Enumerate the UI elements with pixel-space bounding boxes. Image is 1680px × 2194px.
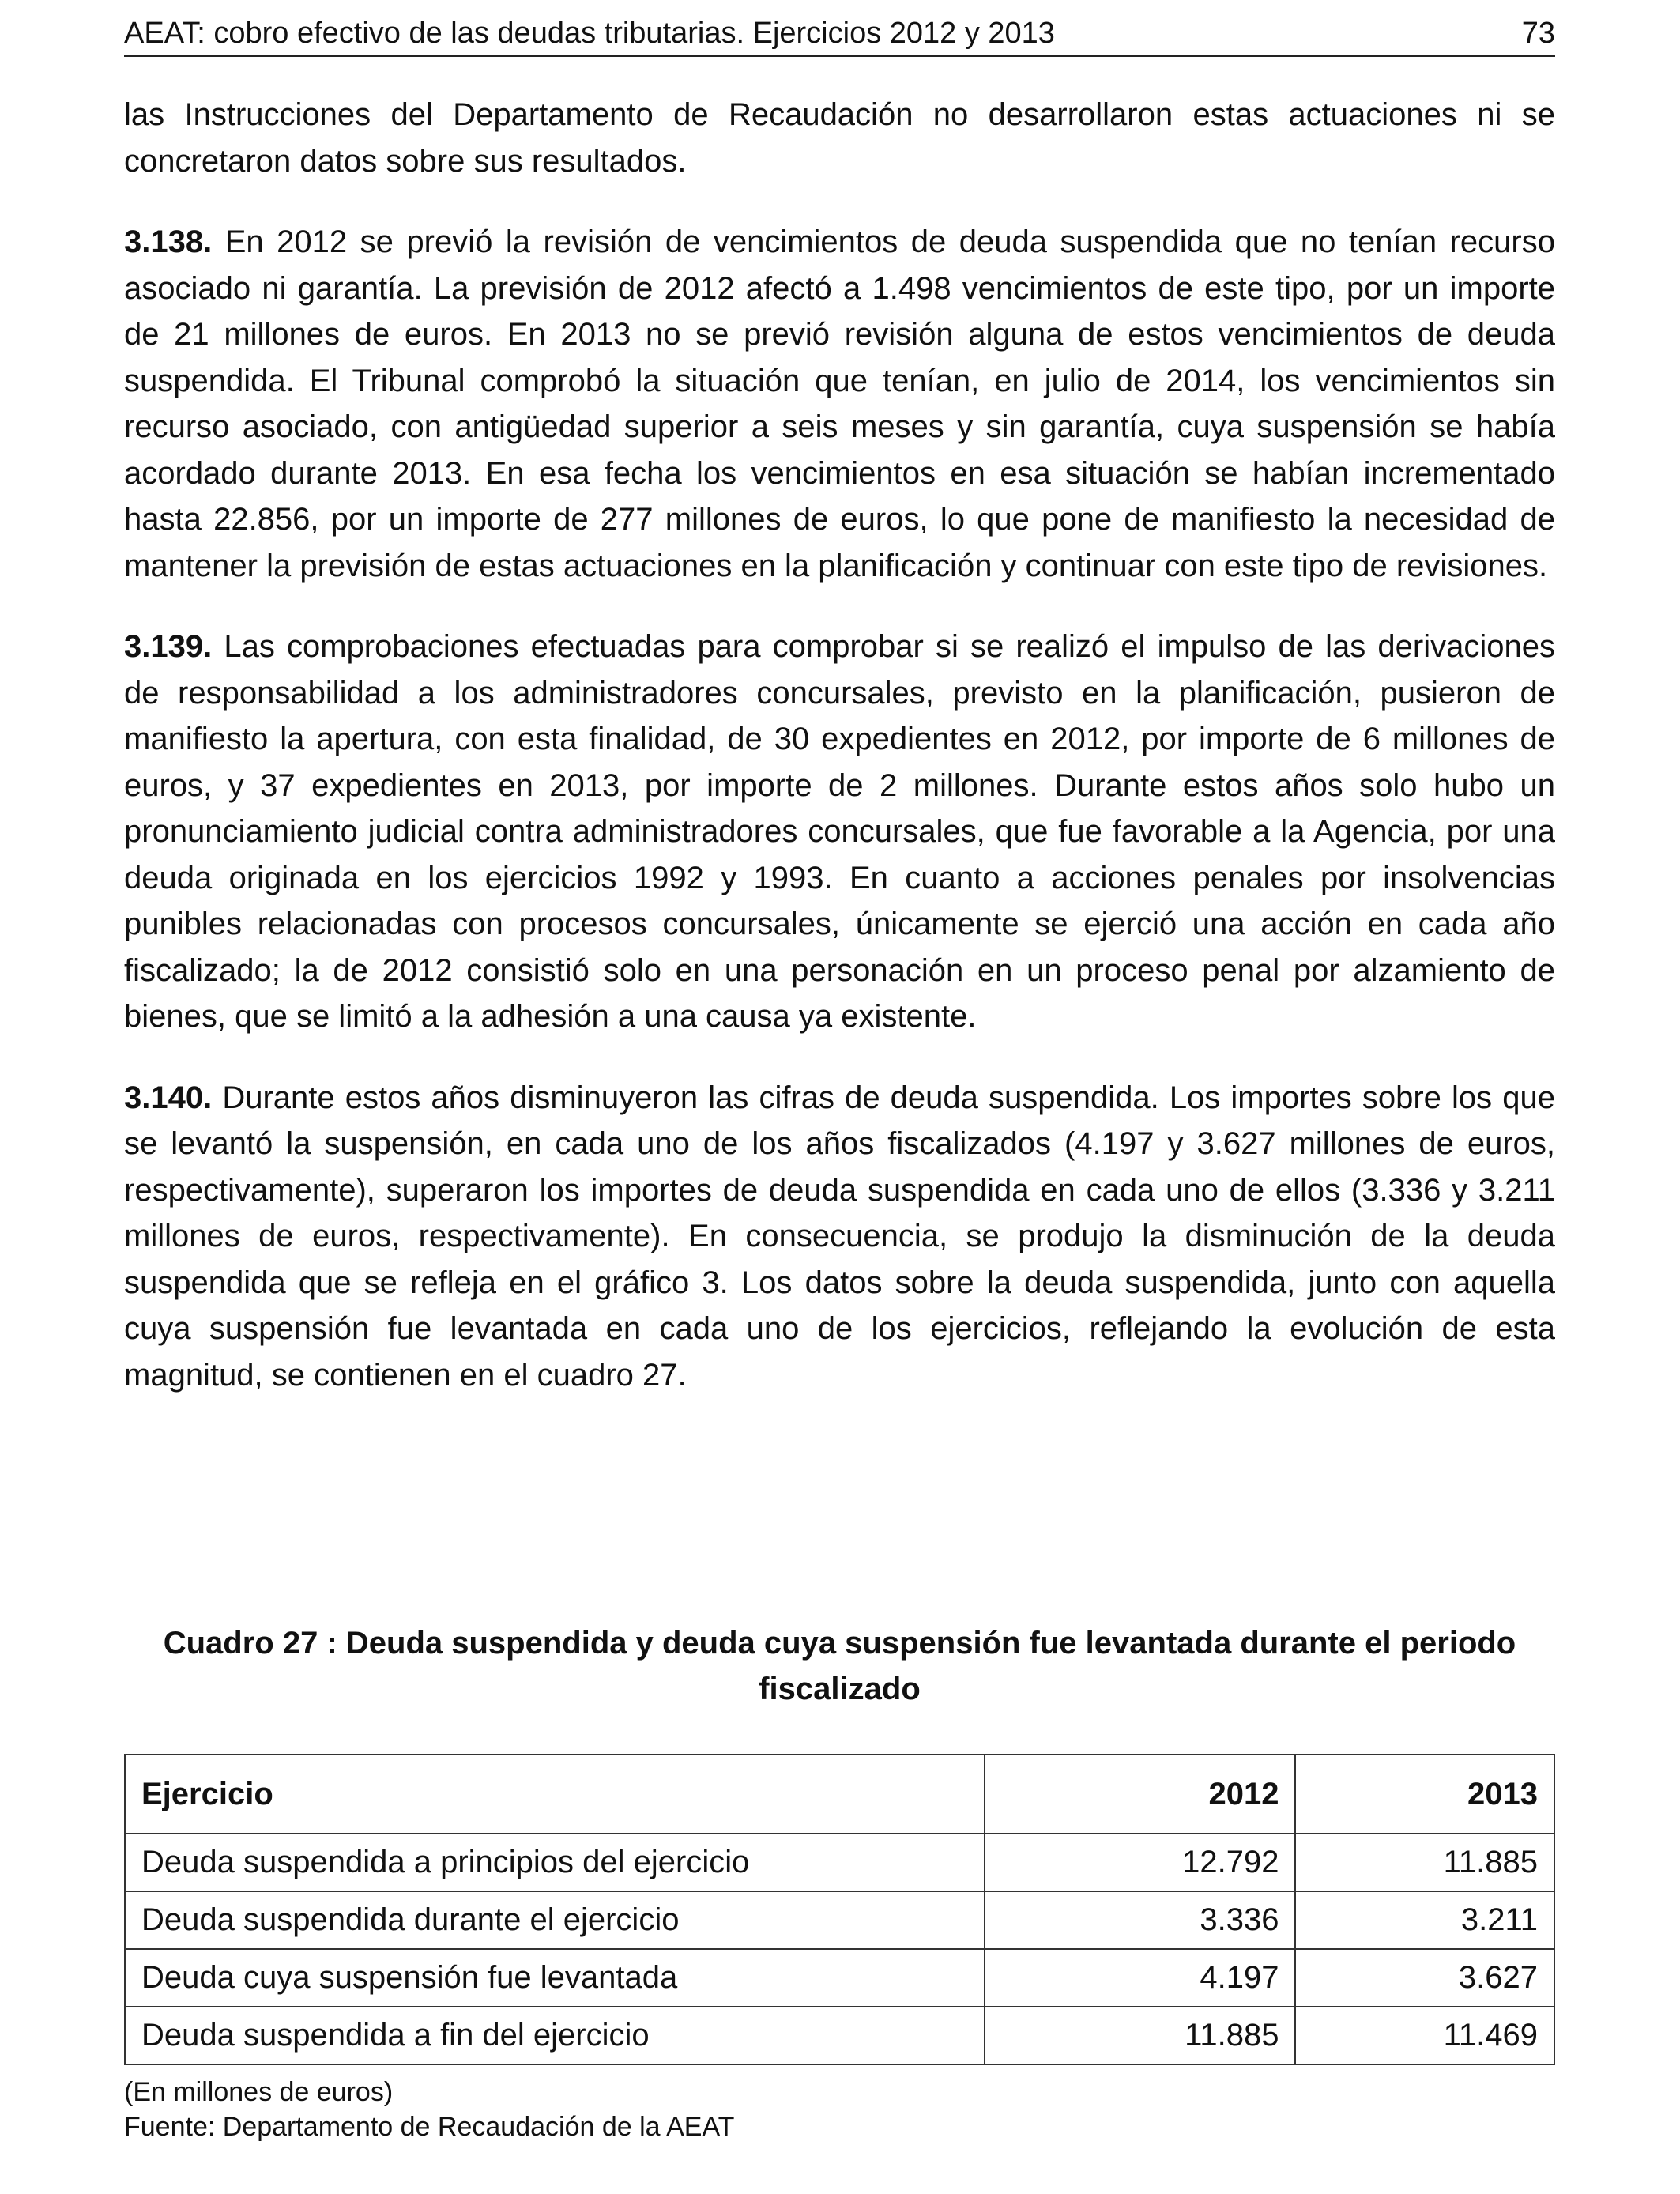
table-row — [125, 1834, 1554, 1891]
paragraph-text: las Instrucciones del Departamento de Recaudación no desarrollaron estas actuaciones ni se concretaron datos sobre sus resultados. — [124, 97, 1555, 179]
header-title: AEAT: cobro efectivo de las deudas tributarias. Ejercicios 2012 y 2013 — [124, 17, 1055, 50]
body-text — [124, 92, 1555, 1398]
paragraph-3-138 — [124, 219, 1555, 589]
table-row — [125, 1949, 1554, 2007]
cell-2013: 11.885 — [1295, 1834, 1554, 1891]
row-label: Deuda suspendida a principios del ejercicio — [125, 1834, 985, 1891]
cell-2012: 3.336 — [985, 1891, 1295, 1949]
source-note: Fuente: Departamento de Recaudación de la AEAT — [124, 2112, 735, 2142]
paragraph-text: Las comprobaciones efectuadas para comprobar si se realizó el impulso de las derivaciones de responsabilidad a los administradores concursales, previsto en la planificación, pusieron de manifiesto la apertura, con esta finalidad, de 30 expedientes en 2012, por importe de 6 millones de euros, y 37 expedientes en 2013, por importe de 2 millones. Durante estos años solo hubo un pronunciamiento judicial contra administradores concursales, que fue favorable a la Agencia, por una deuda originada en los ejercicios 1992 y 1993. En cuanto a acciones penales por insolvencias punibles relacionadas con procesos concursales, únicamente se ejerció una acción en cada año fiscalizado; la de 2012 consistió solo en una personación en un proceso penal por alzamiento de bienes, que se limitó a la adhesión a una causa ya existente. — [124, 629, 1555, 1034]
table-row — [125, 1891, 1554, 1949]
paragraph-text: Durante estos años disminuyeron las cifras de deuda suspendida. Los importes sobre los que se levantó la suspensión, en cada uno de los años fiscalizados (4.197 y 3.627 millones de euros, respectivamente), superaron los importes de deuda suspendida en cada uno de ellos (3.336 y 3.211 millones de euros, respectivamente). En consecuencia, se produjo la disminución de la deuda suspendida que se refleja en el gráfico 3. Los datos sobre la deuda suspendida, junto con aquella cuya suspensión fue levantada en cada uno de los ejercicios, reflejando la evolución de esta magnitud, se contienen en el cuadro 27. — [124, 1080, 1555, 1393]
column-header-2012: 2012 — [985, 1755, 1295, 1834]
running-header — [124, 11, 1555, 57]
paragraph-number: 3.140. — [124, 1080, 213, 1115]
paragraph-3-140 — [124, 1075, 1555, 1399]
units-note: (En millones de euros) — [124, 2077, 394, 2107]
cell-2012: 12.792 — [985, 1834, 1295, 1891]
cell-2013: 11.469 — [1295, 2007, 1554, 2064]
paragraph-text: En 2012 se previó la revisión de vencimientos de deuda suspendida que no tenían recurso asociado ni garantía. La previsión de 2012 afectó a 1.498 vencimientos de este tipo, por un importe de 21 millones de euros. En 2013 no se previó revisión alguna de estos vencimientos de deuda suspendida. El Tribunal comprobó la situación que tenían, en julio de 2014, los vencimientos sin recurso asociado, con antigüedad superior a seis meses y sin garantía, cuya suspensión se había acordado durante 2013. En esa fecha los vencimientos en esa situación se habían incrementado hasta 22.856, por un importe de 277 millones de euros, lo que pone de manifiesto la necesidad de mantener la previsión de estas actuaciones en la planificación y continuar con este tipo de revisiones. — [124, 224, 1555, 583]
table-caption: Cuadro 27 : Deuda suspendida y deuda cuya suspensión fue levantada durante el periodo fiscalizado — [163, 1626, 1516, 1706]
paragraph-number: 3.139. — [124, 629, 213, 664]
cell-2012: 11.885 — [985, 2007, 1295, 2064]
cell-2013: 3.627 — [1295, 1949, 1554, 2007]
row-label: Deuda cuya suspensión fue levantada — [125, 1949, 985, 2007]
paragraph-continuation — [124, 92, 1555, 184]
row-label: Deuda suspendida durante el ejercicio — [125, 1891, 985, 1949]
column-header-2013: 2013 — [1295, 1755, 1554, 1834]
table-header-row — [125, 1755, 1554, 1834]
table-row — [125, 2007, 1554, 2064]
data-table — [124, 1754, 1555, 2065]
cell-2013: 3.211 — [1295, 1891, 1554, 1949]
table-notes — [124, 2075, 1555, 2144]
paragraph-number: 3.138. — [124, 224, 213, 259]
page-number: 73 — [1521, 17, 1555, 50]
cell-2012: 4.197 — [985, 1949, 1295, 2007]
row-label: Deuda suspendida a fin del ejercicio — [125, 2007, 985, 2064]
paragraph-3-139 — [124, 624, 1555, 1040]
column-header-ejercicio: Ejercicio — [125, 1755, 985, 1834]
